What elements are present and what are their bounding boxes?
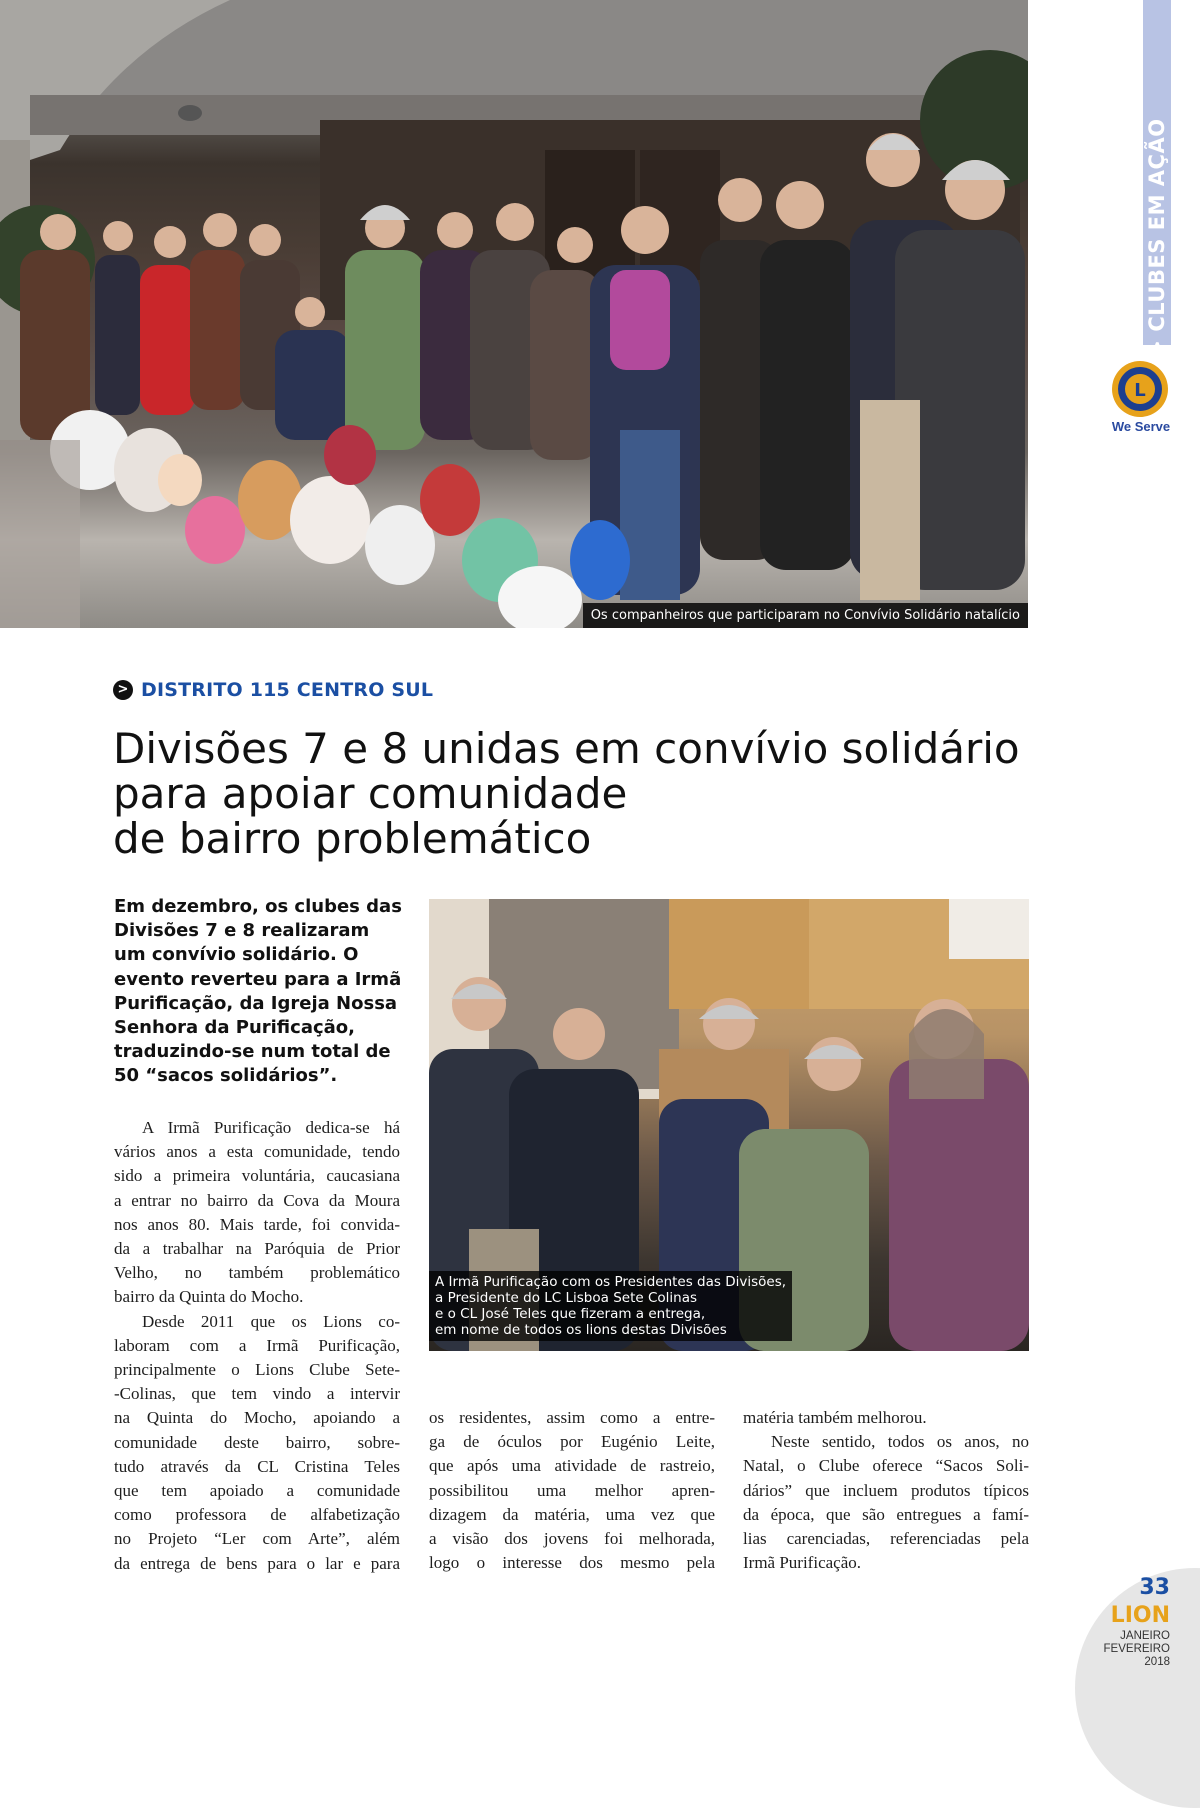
body-line: da época, que são entregues a famí- xyxy=(743,1504,1029,1524)
lead-line: um convívio solidário. O xyxy=(114,944,359,966)
body-line: laboram com a Irmã Purificação, xyxy=(114,1335,400,1355)
body-line: vários anos a esta comunidade, tendo xyxy=(114,1142,400,1162)
district-kicker xyxy=(113,677,433,703)
body-line: comunidade deste bairro, sobre- xyxy=(114,1432,400,1452)
headline-line: para apoiar comunidade xyxy=(113,769,628,818)
svg-text:L: L xyxy=(1134,380,1146,401)
lead-line: traduzindo-se num total de xyxy=(114,1041,391,1063)
body-line: logo o interesse dos mesmo pela xyxy=(429,1553,715,1573)
body-column-3 xyxy=(743,1406,1029,1575)
body-line: sido a primeira voluntária, caucasiana xyxy=(114,1166,400,1186)
body-column-1 xyxy=(114,1116,400,1576)
article-headline xyxy=(113,724,1020,863)
delivery-photo xyxy=(429,899,1029,1351)
body-line: Neste sentido, todos os anos, no xyxy=(771,1432,1029,1452)
caption-line: a Presidente do LC Lisboa Sete Colinas xyxy=(435,1290,698,1306)
chevron-right-icon: > xyxy=(113,680,133,700)
body-line: Irmã Purificação. xyxy=(743,1553,861,1573)
top-photo-caption: Os companheiros que participaram no Convívio Solidário natalício xyxy=(583,603,1028,628)
body-line: os residentes, assim como a entre- xyxy=(429,1408,715,1427)
body-line: tudo através da CL Cristina Teles xyxy=(114,1456,400,1476)
lead-line: Em dezembro, os clubes das xyxy=(114,896,402,917)
body-line: dizagem da matéria, uma vez que xyxy=(429,1504,715,1524)
body-line: que tem apoiado a comunidade xyxy=(114,1481,400,1501)
group-photo xyxy=(0,0,1028,628)
body-line: principalmente o Lions Clube Sete- xyxy=(114,1360,400,1380)
caption-line: e o CL José Teles que fizeram a entrega, xyxy=(435,1306,706,1322)
section-tab-label: > CLUBES EM AÇÃO xyxy=(1145,118,1169,358)
body-line: Velho, no também problemático xyxy=(114,1263,400,1283)
headline-line: Divisões 7 e 8 unidas em convívio solidário xyxy=(113,724,1020,773)
lead-line: evento reverteu para a Irmã xyxy=(114,968,402,990)
body-line: como professora de alfabetização xyxy=(114,1505,400,1525)
delivery-photo-caption xyxy=(429,1271,792,1341)
body-column-2 xyxy=(429,1406,715,1575)
caption-line: em nome de todos os lions destas Divisões xyxy=(435,1322,727,1338)
group-photo-illustration xyxy=(0,0,1028,628)
body-line: a entrar no bairro da Cova da Moura xyxy=(114,1190,400,1210)
page-number: 33 xyxy=(1139,1575,1170,1600)
headline-line: de bairro problemático xyxy=(113,814,592,863)
issue-date xyxy=(1080,1630,1170,1669)
body-line: a visão dos jovens foi melhorada, xyxy=(429,1529,715,1549)
issue-line: FEVEREIRO xyxy=(1103,1643,1170,1655)
body-line: matéria também melhorou. xyxy=(743,1408,927,1427)
motto: We Serve xyxy=(1111,419,1171,434)
body-line: -Colinas, que tem vindo a intervir xyxy=(114,1384,400,1404)
body-line: A Irmã Purificação dedica-se há xyxy=(142,1118,400,1137)
body-line: Natal, o Clube oferece “Sacos Soli- xyxy=(743,1456,1029,1476)
body-line: que após uma atividade de rastreio, xyxy=(429,1456,715,1476)
lead-line: Purificação, da Igreja Nossa xyxy=(114,992,398,1014)
issue-line: 2018 xyxy=(1144,1656,1170,1668)
body-line: da entrega de bens para o lar e para xyxy=(114,1553,400,1573)
body-line: na Quinta do Mocho, apoiando a xyxy=(114,1408,400,1428)
body-line: Desde 2011 que os Lions co- xyxy=(142,1311,400,1331)
body-line: no Projeto “Ler com Arte”, além xyxy=(114,1529,400,1549)
lions-logo-icon xyxy=(1111,360,1169,418)
issue-line: JANEIRO xyxy=(1120,1630,1170,1642)
article-lead xyxy=(114,895,402,1089)
body-line: nos anos 80. Mais tarde, foi convida- xyxy=(114,1214,400,1234)
body-line: lias carenciadas, referenciadas pela xyxy=(743,1529,1029,1549)
lead-line: Senhora da Purificação, xyxy=(114,1017,355,1039)
body-line: da a trabalhar na Paróquia de Prior xyxy=(114,1239,400,1259)
caption-line: A Irmã Purificação com os Presidentes das Divisões, xyxy=(435,1274,787,1290)
body-line: ga de óculos por Eugénio Leite, xyxy=(429,1432,715,1452)
body-line: dários” que incluem produtos típicos xyxy=(743,1480,1029,1500)
district-label: DISTRITO 115 CENTRO SUL xyxy=(141,679,434,701)
body-line: possibilitou uma melhor apren- xyxy=(429,1480,715,1500)
body-line: bairro da Quinta do Mocho. xyxy=(114,1287,304,1307)
lead-line: 50 “sacos solidários”. xyxy=(114,1065,338,1087)
magazine-name: LION xyxy=(1110,1603,1170,1628)
lead-line: Divisões 7 e 8 realizaram xyxy=(114,920,370,942)
